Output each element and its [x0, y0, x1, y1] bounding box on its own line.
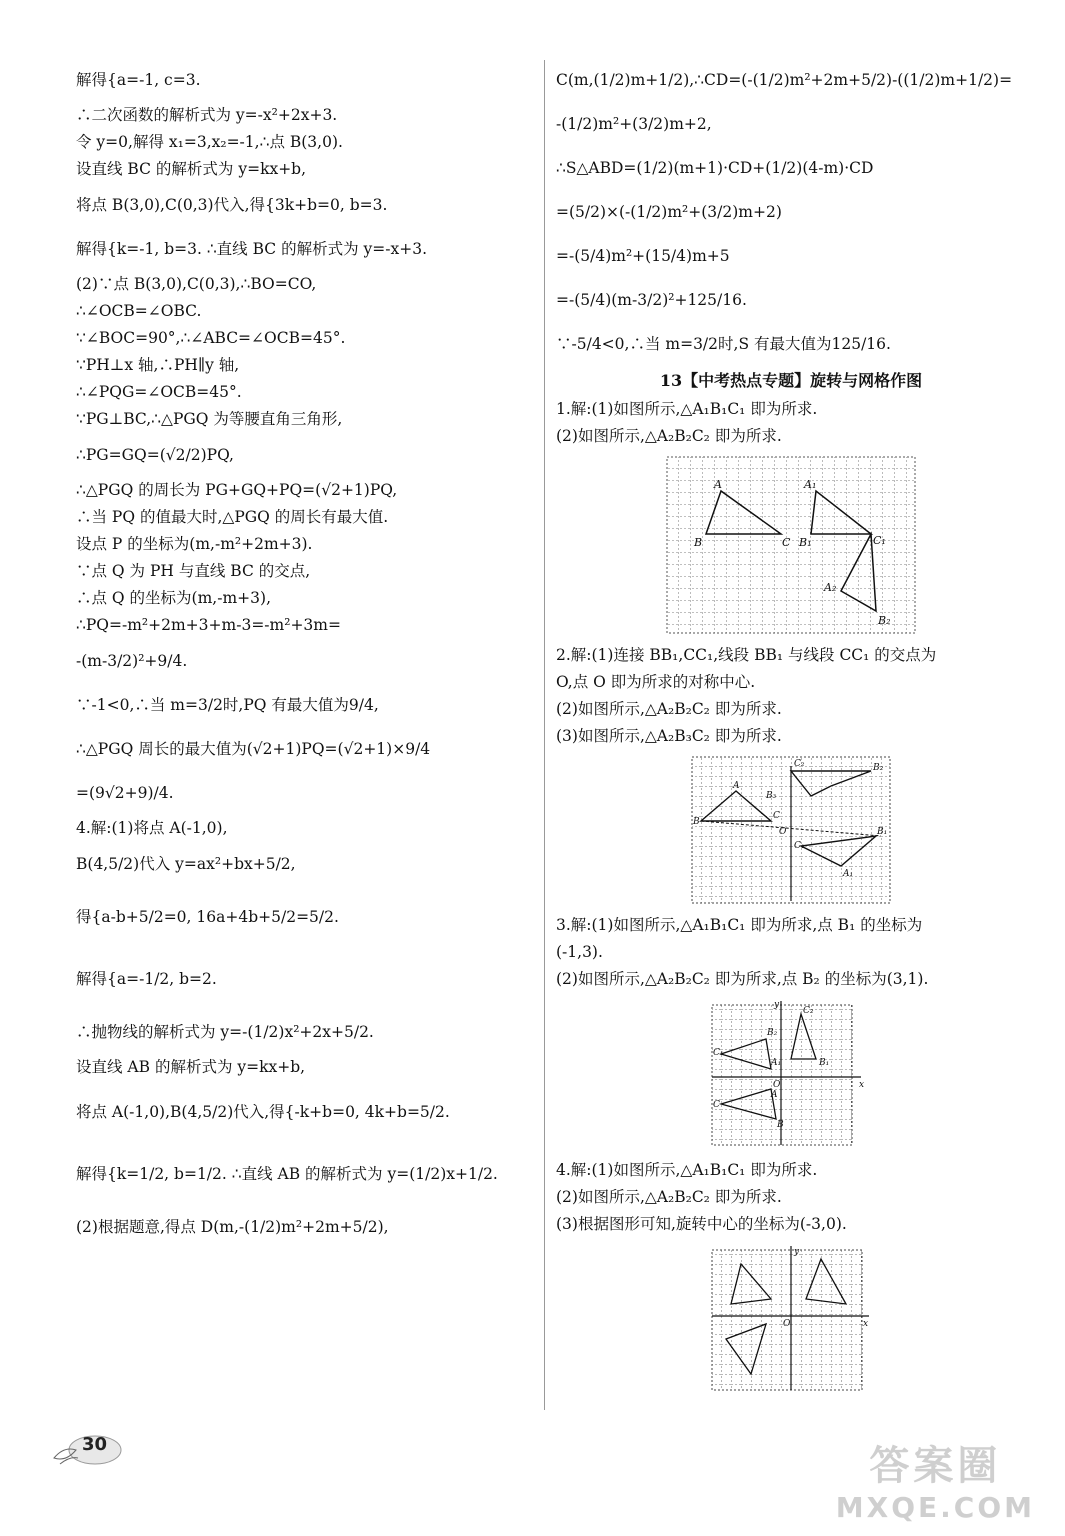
text-line: ∴△PGQ 的周长为 PG+GQ+PQ=(√2+1)PQ, [76, 481, 398, 499]
figure-label: A₁ [771, 1058, 782, 1068]
text-line: -(1/2)m²+(3/2)m+2, [556, 115, 712, 133]
text-line: (2)如图所示,△A₂B₂C₂ 即为所求. [556, 1188, 782, 1206]
text-line: ∴S△ABD=(1/2)(m+1)·CD+(1/2)(4-m)·CD [556, 159, 874, 177]
text-line: O,点 O 即为所求的对称中心. [556, 673, 756, 691]
text-line: 将点 A(-1,0),B(4,5/2)代入,得{-k+b=0, 4k+b=5/2. [76, 1103, 450, 1121]
figure-label: C [713, 1100, 720, 1110]
figure-label: y [794, 1247, 800, 1257]
text-line: =(5/2)×(-(1/2)m²+(3/2)m+2) [556, 203, 782, 221]
figure-label: B₁ [819, 1058, 830, 1068]
text-line: (2)如图所示,△A₂B₂C₂ 即为所求. [556, 700, 782, 718]
text-line: 设直线 AB 的解析式为 y=kx+b, [76, 1058, 306, 1076]
text-line: 1.解:(1)如图所示,△A₁B₁C₁ 即为所求. [556, 400, 818, 418]
text-line: ∴PG=GQ=(√2/2)PQ, [76, 446, 234, 464]
text-line: 令 y=0,解得 x₁=3,x₂=-1,∴点 B(3,0). [76, 133, 343, 151]
figure-label: B₂ [873, 763, 884, 773]
figure-label: A₂ [824, 581, 837, 594]
figure-label: B [693, 817, 700, 827]
text-line: 4.解:(1)如图所示,△A₁B₁C₁ 即为所求. [556, 1161, 818, 1179]
figure-label: C₁ [713, 1048, 724, 1058]
text-line: (3)如图所示,△A₂B₃C₂ 即为所求. [556, 727, 782, 745]
page-number: 30 [82, 1434, 108, 1455]
text-line: ∴∠PQG=∠OCB=45°. [76, 383, 242, 401]
text-line: 设直线 BC 的解析式为 y=kx+b, [76, 160, 307, 178]
figure-label: C₂ [803, 1006, 814, 1016]
figure-label: A [714, 478, 722, 491]
watermark-url: MXQE.COM [835, 1491, 1035, 1524]
text-line: 解得{a=-1/2, b=2. [76, 970, 217, 988]
figure-label: B₁ [877, 827, 888, 837]
figure-label: B₂ [767, 1028, 778, 1038]
text-line: (2)∵点 B(3,0),C(0,3),∴BO=CO, [76, 275, 317, 293]
watermark-title: 答案圈 [869, 1443, 1002, 1489]
text-line: C(m,(1/2)m+1/2),∴CD=(-(1/2)m²+2m+5/2)-((1/2)m+1/2)= [556, 71, 1013, 89]
figure-label: A [733, 781, 740, 791]
text-line: ∴△PGQ 周长的最大值为(√2+1)PQ=(√2+1)×9/4 [76, 740, 431, 758]
text-line: 将点 B(3,0),C(0,3)代入,得{3k+b=0, b=3. [76, 196, 388, 214]
text-line: (2)如图所示,△A₂B₂C₂ 即为所求. [556, 427, 782, 445]
figure-label: A₁ [843, 869, 854, 879]
figure-label: B [694, 536, 703, 549]
figure-label: A [771, 1090, 778, 1100]
figure-label: B₂ [878, 614, 891, 627]
figure-label: x [863, 1319, 869, 1329]
text-line: 4.解:(1)将点 A(-1,0), [76, 819, 228, 837]
text-line: ∵PH⊥x 轴,∴PH∥y 轴, [76, 356, 240, 374]
right-column [556, 58, 1026, 1402]
text-line: 解得{a=-1, c=3. [76, 71, 201, 89]
text-line: ∵∠BOC=90°,∴∠ABC=∠OCB=45°. [76, 329, 346, 347]
text-line: ∴当 PQ 的值最大时,△PGQ 的周长有最大值. [76, 508, 389, 526]
text-line: (2)根据题意,得点 D(m,-(1/2)m²+2m+5/2), [76, 1218, 389, 1236]
text-line: =-(5/4)(m-3/2)²+125/16. [556, 291, 747, 309]
text-line: ∵点 Q 为 PH 与直线 BC 的交点, [76, 562, 311, 580]
text-line: 2.解:(1)连接 BB₁,CC₁,线段 BB₁ 与线段 CC₁ 的交点为 [556, 646, 937, 664]
figure-2-grid [691, 756, 891, 904]
text-line: ∴点 Q 的坐标为(m,-m+3), [76, 589, 271, 607]
text-line: (2)如图所示,△A₂B₂C₂ 即为所求,点 B₂ 的坐标为(3,1). [556, 970, 929, 988]
watermark [836, 1434, 1035, 1524]
text-line: ∴PQ=-m²+2m+3+m-3=-m²+3m= [76, 616, 341, 634]
figure-label: A₁ [804, 478, 817, 491]
figure-label: B₁ [799, 536, 812, 549]
figure-label: O [783, 1319, 791, 1329]
text-line: 解得{k=1/2, b=1/2. ∴直线 AB 的解析式为 y=(1/2)x+1/2. [76, 1165, 498, 1183]
figure-label: C₁ [794, 841, 805, 851]
text-line: ∴二次函数的解析式为 y=-x²+2x+3. [76, 106, 338, 124]
text-line: ∴∠OCB=∠OBC. [76, 302, 202, 320]
figure-label: C [773, 811, 780, 821]
text-line: 解得{k=-1, b=3. ∴直线 BC 的解析式为 y=-x+3. [76, 240, 427, 258]
figure-label: O [773, 1080, 781, 1090]
section-title: 13【中考热点专题】旋转与网格作图 [659, 371, 923, 390]
text-line: B(4,5/2)代入 y=ax²+bx+5/2, [76, 855, 296, 873]
text-line: 3.解:(1)如图所示,△A₁B₁C₁ 即为所求,点 B₁ 的坐标为 [556, 916, 923, 934]
figure-label: x [859, 1080, 865, 1090]
figure-label: B [777, 1120, 784, 1130]
figure-label: B₃ [766, 791, 777, 801]
text-line: ∵-5/4<0,∴当 m=3/2时,S 有最大值为125/16. [556, 335, 891, 353]
figure-4-grid [711, 1244, 871, 1394]
figure-label: C₂ [794, 759, 805, 769]
text-line: ∵PG⊥BC,∴△PGQ 为等腰直角三角形, [76, 410, 343, 428]
figure-label: C [782, 536, 791, 549]
left-column [76, 58, 538, 1249]
figure-label: y [774, 1000, 780, 1010]
text-line: =(9√2+9)/4. [76, 784, 174, 802]
text-line: -(m-3/2)²+9/4. [76, 652, 188, 670]
column-divider [544, 60, 545, 1410]
text-line: 设点 P 的坐标为(m,-m²+2m+3). [76, 535, 313, 553]
text-line: 得{a-b+5/2=0, 16a+4b+5/2=5/2. [76, 908, 339, 926]
text-line: (-1,3). [556, 943, 603, 961]
text-line: =-(5/4)m²+(15/4)m+5 [556, 247, 730, 265]
figure-label: O [779, 827, 787, 837]
text-line: ∵-1<0,∴当 m=3/2时,PQ 有最大值为9/4, [76, 696, 379, 714]
figure-label: C₁ [873, 534, 886, 547]
figure-3-grid [711, 999, 871, 1149]
text-line: ∴抛物线的解析式为 y=-(1/2)x²+2x+5/2. [76, 1023, 374, 1041]
text-line: (3)根据图形可知,旋转中心的坐标为(-3,0). [556, 1215, 847, 1233]
figure-1-grid [666, 456, 916, 634]
